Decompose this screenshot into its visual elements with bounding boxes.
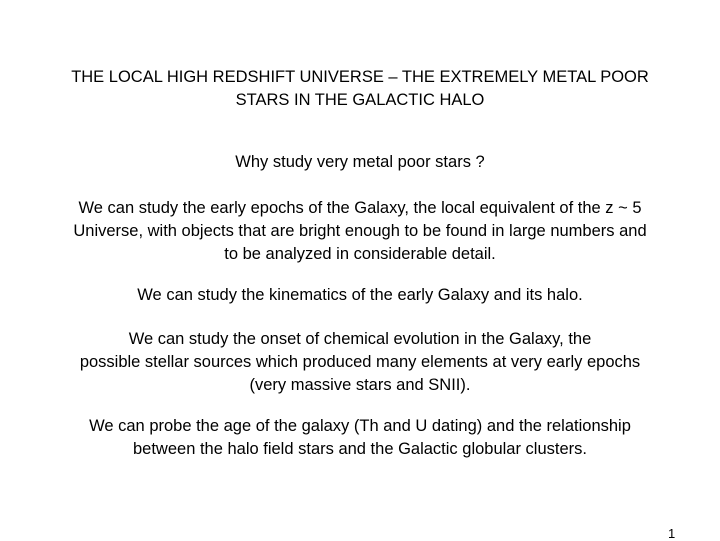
paragraph-line: We can study the kinematics of the early Galaxy and its halo. [137,286,583,304]
paragraph-line: We can study the onset of chemical evolution in the Galaxy, the [128,330,592,348]
paragraph-line: possible stellar sources which produced many elements at very early epochs [79,353,641,371]
paragraph-chemical-evolution [0,328,720,397]
paragraph-line: (very massive stars and SNII). [249,376,471,394]
title-line: STARS IN THE GALACTIC HALO [235,91,485,109]
paragraph-kinematics [0,284,720,307]
paragraph-line: between the halo field stars and the Galactic globular clusters. [132,440,587,458]
page-number: 1 [668,526,676,541]
paragraph-early-epochs [0,197,720,266]
question-heading [0,151,720,174]
title-line: THE LOCAL HIGH REDSHIFT UNIVERSE – THE EXTREMELY METAL POOR [71,68,649,86]
paragraph-age-dating [0,415,720,461]
slide-title [0,66,720,112]
paragraph-line: to be analyzed in considerable detail. [224,245,496,263]
paragraph-line: We can probe the age of the galaxy (Th and U dating) and the relationship [89,417,631,435]
paragraph-line: We can study the early epochs of the Galaxy, the local equivalent of the z ~ 5 [78,199,642,217]
paragraph-line: Universe, with objects that are bright enough to be found in large numbers and [73,222,647,240]
question-text: Why study very metal poor stars ? [235,153,485,171]
